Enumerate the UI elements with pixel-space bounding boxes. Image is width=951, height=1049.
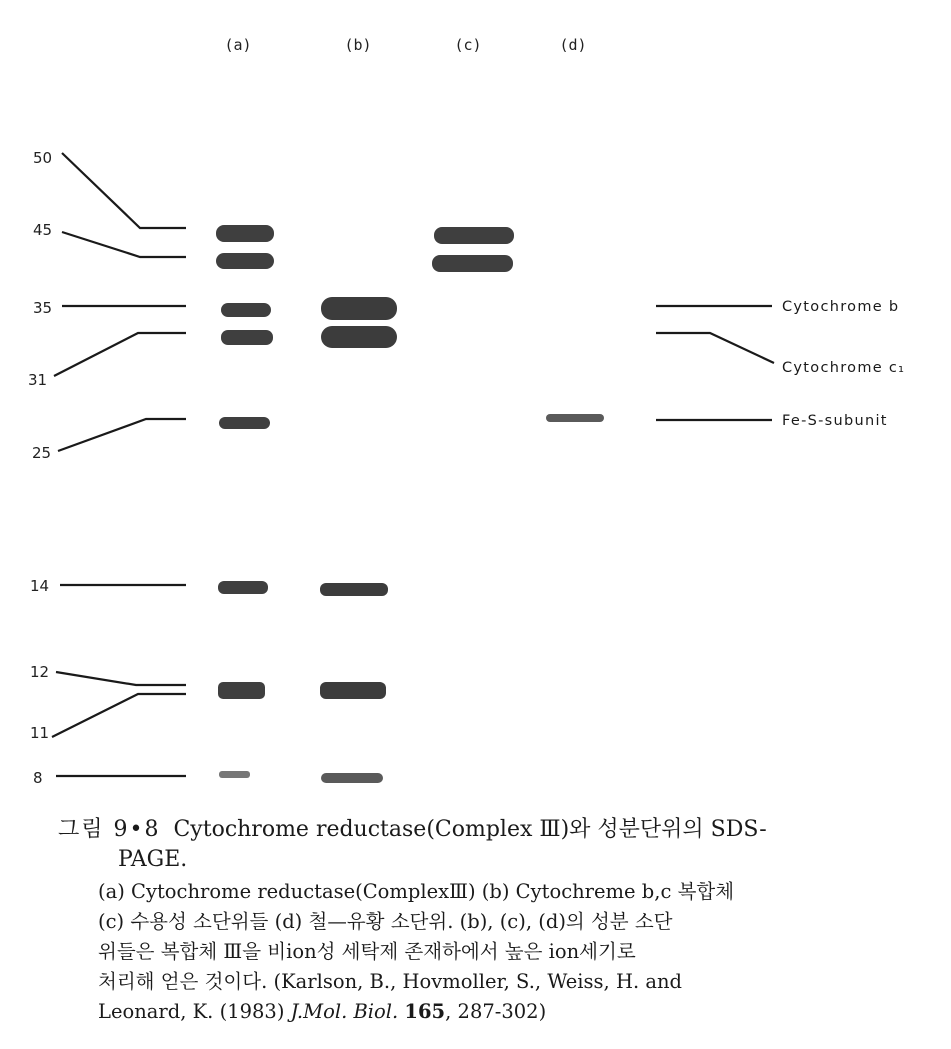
- band-a-25: [219, 417, 270, 429]
- caption-body-line3: 위들은 복합체 Ⅲ을 비ion성 세탁제 존재하에서 높은 ion세기로: [98, 940, 636, 963]
- lane-label-a: (a): [224, 36, 252, 54]
- marker-label-12: 12: [30, 663, 50, 681]
- leader-cytochrome-c1: [656, 333, 774, 363]
- band-b-35: [321, 297, 397, 320]
- marker-label-35: 35: [33, 299, 53, 317]
- band-b-8: [321, 773, 383, 783]
- lane-label-c: (c): [454, 36, 482, 54]
- reference-journal: J.Mol. Biol.: [290, 1000, 399, 1023]
- figure-number: 그림 9•8: [58, 817, 161, 842]
- caption-title: [58, 815, 918, 875]
- marker-label-11: 11: [30, 724, 50, 742]
- band-a-35: [221, 303, 271, 317]
- caption-title-line2: PAGE.: [118, 847, 188, 872]
- band-b-31: [321, 326, 397, 348]
- reference-volume: 165: [404, 1000, 446, 1023]
- band-b-14: [320, 583, 388, 596]
- marker-label-14: 14: [30, 577, 50, 595]
- marker-label-8: 8: [33, 769, 43, 787]
- band-a-8: [219, 771, 250, 778]
- marker-label-31: 31: [28, 371, 48, 389]
- figure-caption: [58, 815, 918, 1027]
- marker-leader-lines: [52, 153, 186, 776]
- leader-11: [52, 694, 186, 737]
- label-cytochrome-b: Cytochrome b: [782, 299, 900, 315]
- marker-label-50: 50: [33, 149, 53, 167]
- label-cytochrome-c1: Cytochrome c₁: [782, 360, 906, 376]
- reference-pages: , 287-302): [445, 1000, 547, 1023]
- lane-c-bands: [432, 227, 514, 272]
- band-a-12: [218, 682, 265, 699]
- band-a-45: [216, 225, 274, 242]
- band-b-12: [320, 682, 386, 699]
- label-fe-s-subunit: Fe-S-subunit: [782, 413, 888, 429]
- caption-title-line1: Cytochrome reductase(Complex Ⅲ)와 성분단위의 SDS-: [173, 817, 767, 842]
- caption-body-line4: 처리해 얻은 것이다. (Karlson, B., Hovmoller, S., Weiss, H. and: [98, 970, 683, 993]
- reference-authors: Leonard, K. (1983): [98, 1000, 291, 1023]
- band-d-25: [546, 414, 604, 422]
- caption-body: [58, 877, 918, 1027]
- band-a-14: [218, 581, 268, 594]
- leader-50: [62, 153, 186, 228]
- leader-12: [56, 672, 186, 685]
- lane-a-bands: [216, 225, 274, 778]
- lane-label-d: (d): [559, 36, 587, 54]
- caption-reference: [98, 997, 918, 1027]
- marker-label-45: 45: [33, 221, 53, 239]
- caption-body-line2: (c) 수용성 소단위들 (d) 철—유황 소단위. (b), (c), (d)의 성분 소단: [98, 910, 673, 933]
- band-c-42: [432, 255, 513, 272]
- lane-b-bands: [320, 297, 397, 783]
- caption-body-line1: (a) Cytochrome reductase(ComplexⅢ) (b) Cytochreme b,c 복합체: [98, 880, 735, 903]
- subunit-leader-lines: [656, 306, 774, 420]
- marker-label-25: 25: [32, 444, 52, 462]
- band-c-45: [434, 227, 514, 244]
- band-a-42: [216, 253, 274, 269]
- lane-label-b: (b): [344, 36, 372, 54]
- leader-45: [62, 232, 186, 257]
- leader-31: [54, 333, 186, 376]
- band-a-31: [221, 330, 273, 345]
- leader-25: [58, 419, 186, 451]
